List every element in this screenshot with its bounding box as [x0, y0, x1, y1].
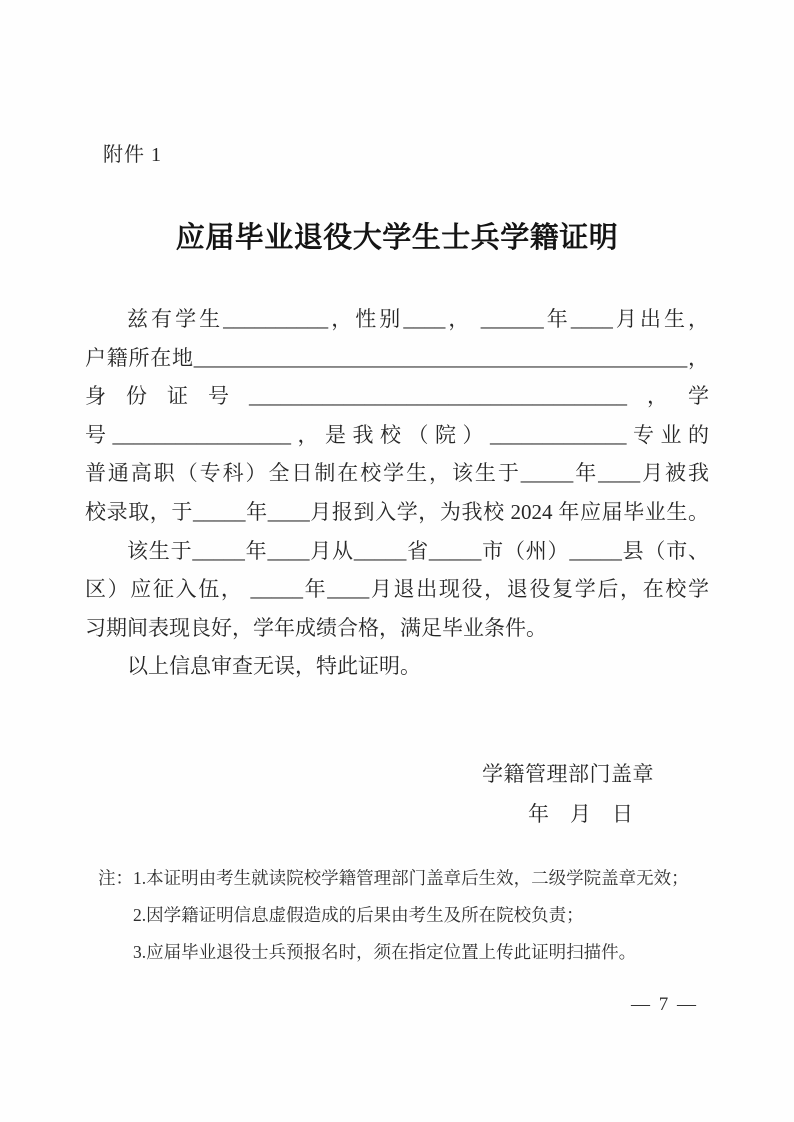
form-line-household-location: 户籍所在地_______________________________________________，	[85, 345, 709, 370]
signature-stamp-line: 学籍管理部门盖章	[482, 762, 654, 786]
page-number: — 7 —	[631, 994, 698, 1015]
signature-date-line: 年 月 日	[528, 802, 633, 826]
footnote-3: 3.应届毕业退役士兵预报名时，须在指定位置上传此证明扫描件。	[133, 941, 637, 962]
form-line-id-number: 身份证号____________________________________，学	[85, 384, 709, 409]
form-line-enlistment-place: 该生于_____年____月从_____省_____市（州）_____县（市、	[127, 538, 709, 563]
footnotes	[98, 860, 714, 970]
footnote-1-text: 1.本证明由考生就读院校学籍管理部门盖章后生效，二级学院盖章无效；	[133, 868, 689, 888]
document-title: 应届毕业退役大学生士兵学籍证明	[175, 222, 619, 254]
footnote-label: 注：	[98, 868, 133, 888]
footnote-1	[98, 860, 714, 897]
form-line-certification-statement: 以上信息审查无误，特此证明。	[127, 654, 421, 679]
form-line-enrollment-status: 普通高职（专科）全日制在校学生，该生于_____年____月被我	[85, 461, 709, 486]
form-line-student-number-major: 号_________________，是我校（院）_____________专业的	[85, 422, 709, 447]
form-line-discharge-date: 区）应征入伍， _____年____月退出现役，退役复学后，在校学	[85, 577, 709, 602]
certificate-body	[85, 300, 709, 686]
footnote-2: 2.因学籍证明信息虚假造成的后果由考生及所在院校负责；	[133, 904, 584, 925]
form-line-performance: 习期间表现良好，学年成绩合格，满足毕业条件。	[85, 615, 547, 640]
form-line-admission-date: 校录取，于_____年____月报到入学，为我校 2024 年应届毕业生。	[85, 499, 709, 524]
attachment-label: 附件 1	[103, 144, 162, 166]
form-line-student-name-gender-birth: 兹有学生__________，性别____， ______年____月出生，	[127, 307, 709, 331]
